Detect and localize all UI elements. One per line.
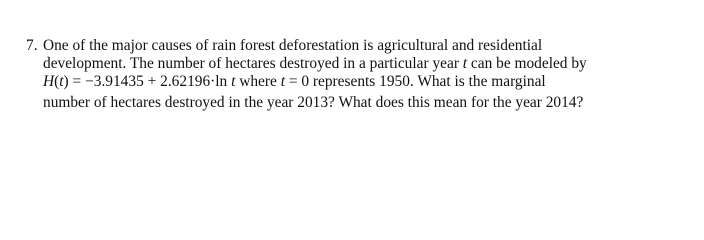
line-2-text-a: development. The number of hectares destroyed in a particular year (43, 55, 463, 72)
problem-number: 7. (26, 37, 38, 54)
problem-formula-line (43, 73, 546, 91)
line-2-text-b: can be modeled by (467, 55, 587, 72)
problem-text-line-2 (43, 55, 587, 73)
formula-argument-open: ( (54, 73, 60, 90)
formula-function-name: H (43, 73, 55, 90)
formula-argument-var: t (59, 73, 64, 90)
formula-expression: = −3.91435 + 2.62196·ln (68, 73, 232, 90)
variable-t: t (462, 55, 468, 72)
formula-where-var: t (280, 73, 285, 90)
formula-where: where (235, 73, 281, 90)
formula-log-var: t (231, 73, 236, 90)
formula-where-rest: = 0 represents 1950. What is the marginal (284, 73, 546, 90)
formula-argument-close: ) (63, 73, 69, 90)
problem-text-line-1: One of the major causes of rain forest deforestation is agricultural and residential (43, 37, 543, 54)
problem-text-line-4: number of hectares destroyed in the year 2013? What does this mean for the year 2014? (43, 94, 584, 111)
